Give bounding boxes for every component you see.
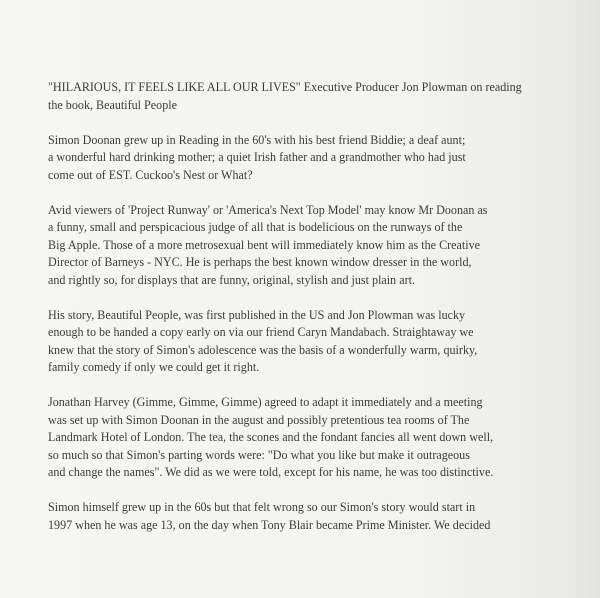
paragraph-setting: Simon himself grew up in the 60s but that felt wrong so our Simon's story would start in 1997 when he was age 13, on the day when Tony Blair became Prime Minister. We decided — [48, 500, 491, 532]
paragraph-adaptation: Jonathan Harvey (Gimme, Gimme, Gimme) agreed to adapt it immediately and a meeting was set up with Simon Doonan in the august and possibly pretentious tea rooms of The Landmark Hotel of London. The tea, the scones and the fondant fancies all went down well, so much so that Simon's parting words were: "Do what you like but make it outrageous and change the names". We did as we were told, except for his name, he was too distinctive. — [48, 395, 494, 479]
paragraph-childhood: Simon Doonan grew up in Reading in the 60's with his best friend Biddie; a deaf aunt; a wonderful hard drinking mother; a quiet Irish father and a grandmother who had just come out of EST. Cuckoo's Nest or What? — [48, 132, 466, 182]
body-text — [48, 79, 568, 552]
paragraph-book-story: His story, Beautiful People, was first published in the US and Jon Plowman was lucky enough to be handed a copy early on via our friend Caryn Mandabach. Straightaway we knew that the story of Simon's adolescence was the basis of a wonderfully warm, quirky, family comedy if only we could get it right. — [48, 307, 478, 374]
paragraph-quote: "HILARIOUS, IT FEELS LIKE ALL OUR LIVES" Executive Producer Jon Plowman on reading the book, Beautiful People — [48, 80, 522, 112]
paragraph-doonan-career: Avid viewers of 'Project Runway' or 'America's Next Top Model' may know Mr Doonan as a funny, small and perspicacious judge of all that is bodelicious on the runways of the Big Apple. Those of a more metrosexual bent will immediately know him as the Creative Director of Barneys - NYC. He is perhaps the best known window dresser in the world, and rightly so, for displays that are funny, original, stylish and just plain art. — [48, 202, 488, 287]
